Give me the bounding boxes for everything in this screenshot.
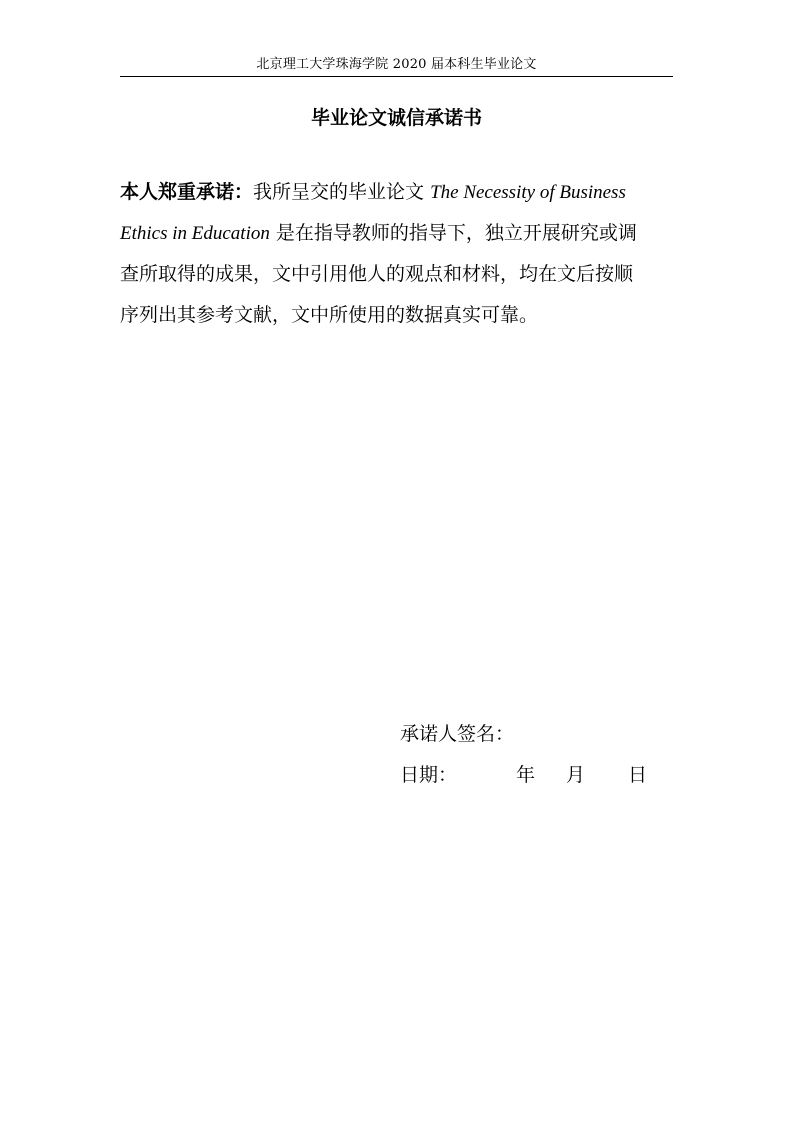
pledge-text-intro: 我所呈交的毕业论文 xyxy=(253,181,431,203)
pledge-text-body: 是在指导教师的指导下，独立开展研究或调查所取得的成果，文中引用他人的观点和材料，均在文后按顺序列出其参考文献，文中所使用的数据真实可靠。 xyxy=(120,222,637,326)
pledge-paragraph xyxy=(120,172,645,336)
running-header: 北京理工大学珠海学院 2020 届本科生毕业论文 xyxy=(256,57,537,72)
signer-label: 承诺人签名： xyxy=(400,723,515,745)
year-label: 年 xyxy=(516,764,536,786)
month-label: 月 xyxy=(566,764,586,786)
signer-row xyxy=(400,714,673,755)
header-rule xyxy=(120,76,673,77)
signature-block xyxy=(400,714,673,796)
thesis-title: The Necessity of Business Ethics in Education xyxy=(120,182,626,244)
day-label: 日 xyxy=(628,764,648,786)
date-row xyxy=(400,755,673,796)
pledge-lead: 本人郑重承诺： xyxy=(120,181,254,203)
document-title: 毕业论文诚信承诺书 xyxy=(310,107,482,129)
date-label: 日期： xyxy=(400,764,458,786)
